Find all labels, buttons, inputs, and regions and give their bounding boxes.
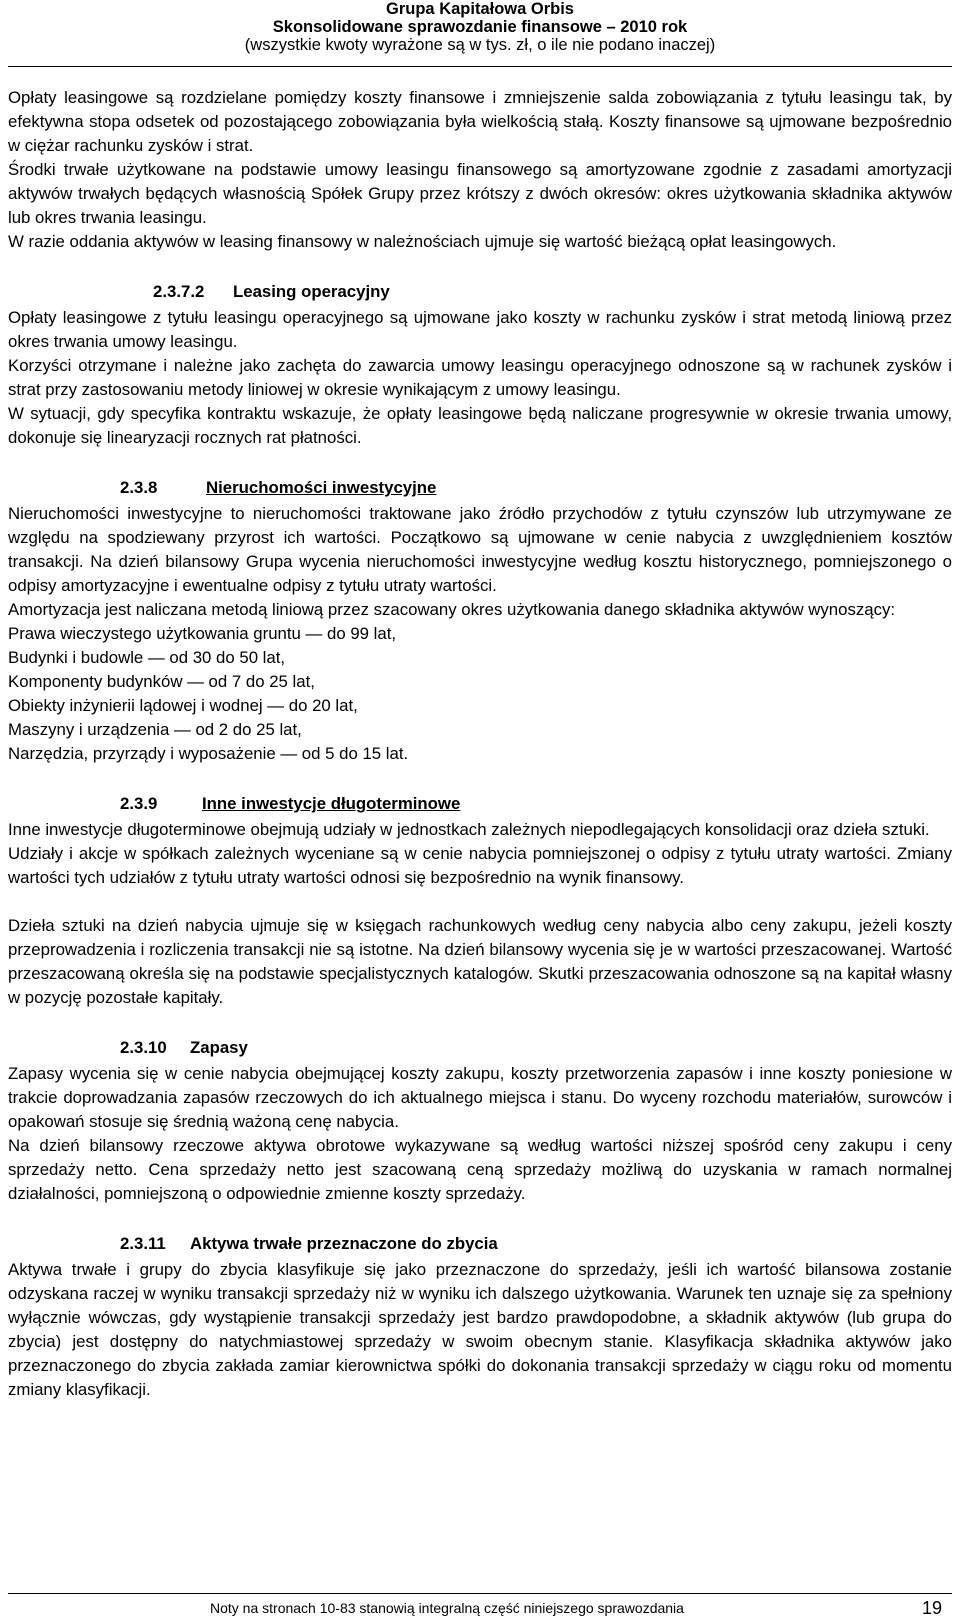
page-header xyxy=(0,0,960,54)
paragraph: Aktywa trwałe i grupy do zbycia klasyfikuje się jako przeznaczone do sprzedaży, jeśli ich wartość bilansowa zostanie odzyskana raczej w wyniku transakcji sprzedaży niż w wyniku ich dalszego użytkowania. Warunek ten uznaje się za spełniony wyłącznie wówczas, gdy wystąpienie transakcji sprzedaży jest bardzo prawdopodobne, a składnik aktywów (lub grupa do zbycia) jest dostępny do natychmiastowej sprzedaży w swoim obecnym stanie. Klasyfikacja składnika aktywów jako przeznaczonego do zbycia zakłada zamiar kierownictwa spółki do dokonania transakcji sprzedaży w ciągu roku od momentu zmiany klasyfikacji. xyxy=(8,1260,952,1399)
paragraph: Zapasy wycenia się w cenie nabycia obejmującej koszty zakupu, koszty przetworzenia zapasów i inne koszty poniesione w trakcie doprowadzania zapasów rzeczowych do ich aktualnego miejsca i stanu. Do wyceny rozchodu materiałów, surowców i opakowań stosuje się średnią ważoną cenę nabycia. xyxy=(8,1064,952,1131)
spacer xyxy=(8,1206,952,1230)
section-heading-2-3-11 xyxy=(8,1230,952,1258)
document-body xyxy=(8,86,952,1402)
paragraph: W razie oddania aktywów w leasing finansowy w należnościach ujmuje się wartość bieżącą opłat leasingowych. xyxy=(8,232,837,251)
section-heading-2-3-8 xyxy=(8,474,952,502)
paragraph: Opłaty leasingowe z tytułu leasingu operacyjnego są ujmowane jako koszty w rachunku zysków i strat metodą liniową przez okres trwania umowy leasingu. xyxy=(8,308,952,351)
report-title: Skonsolidowane sprawozdanie finansowe – 2010 rok xyxy=(272,18,688,36)
footer-note: Noty na stronach 10-83 stanowią integralną część niniejszego sprawozdania xyxy=(210,1600,684,1616)
currency-note: (wszystkie kwoty wyrażone są w tys. zł, o ile nie podano inaczej) xyxy=(244,36,716,54)
section-number: 2.3.8 xyxy=(120,478,158,497)
list-item: Komponenty budynków — od 7 do 25 lat, xyxy=(8,672,315,691)
section-number: 2.3.9 xyxy=(120,794,158,813)
section-title: Inne inwestycje długoterminowe xyxy=(202,794,461,813)
spacer xyxy=(8,890,952,914)
spacer xyxy=(8,766,952,790)
section-number: 2.3.10 xyxy=(120,1038,167,1057)
list-item: Obiekty inżynierii lądowej i wodnej — do 20 lat, xyxy=(8,696,358,715)
paragraph: Dzieła sztuki na dzień nabycia ujmuje się w księgach rachunkowych według ceny nabycia albo ceny zakupu, jeżeli koszty przeprowadzenia i rozliczenia transakcji nie są istotne. Na dzień bilansowy wycenia się je w wartości przeszacowanej. Wartość przeszacowaną określa się na podstawie specjalistycznych katalogów. Skutki przeszacowania odnoszone są na kapitał własny w pozycję pozostałe kapitały. xyxy=(8,916,952,1007)
paragraph: Korzyści otrzymane i należne jako zachęta do zawarcia umowy leasingu operacyjnego odnoszone są w rachunek zysków i strat przy zastosowaniu metody liniowej w okresie wynikającym z umowy leasingu. xyxy=(8,356,952,399)
header-divider xyxy=(8,66,952,67)
section-title: Leasing operacyjny xyxy=(233,282,390,301)
list-item: Maszyny i urządzenia — od 2 do 25 lat, xyxy=(8,720,302,739)
paragraph: Inne inwestycje długoterminowe obejmują udziały w jednostkach zależnych niepodlegających konsolidacji oraz dzieła sztuki. xyxy=(8,820,930,839)
paragraph: Środki trwałe użytkowane na podstawie umowy leasingu finansowego są amortyzowane zgodnie z zasadami amortyzacji aktywów trwałych będących własnością Spółek Grupy przez krótszy z dwóch okresów: okres użytkowania składnika aktywów lub okres trwania leasingu. xyxy=(8,160,952,227)
paragraph: Nieruchomości inwestycyjne to nieruchomości traktowane jako źródło przychodów z tytułu czynszów lub utrzymywane ze względu na spodziewany przyrost ich wartości. Początkowo są ujmowane w cenie nabycia z uwzględnieniem kosztów transakcji. Na dzień bilansowy Grupa wycenia nieruchomości inwestycyjne według kosztu historycznego, pomniejszonego o odpisy amortyzacyjne i ewentualne odpisy z tytułu utraty wartości. xyxy=(8,504,952,595)
paragraph: Na dzień bilansowy rzeczowe aktywa obrotowe wykazywane są według wartości niższej spośród ceny zakupu i ceny sprzedaży netto. Cena sprzedaży netto jest szacowaną ceną sprzedaży możliwą do uzyskania w ramach normalnej działalności, pomniejszoną o odpowiednie zmienne koszty sprzedaży. xyxy=(8,1136,952,1203)
section-number: 2.3.7.2 xyxy=(153,282,205,301)
spacer xyxy=(8,254,952,278)
section-heading-2-3-9 xyxy=(8,790,952,818)
paragraph: Amortyzacja jest naliczana metodą liniową przez szacowany okres użytkowania danego składnika aktywów wynoszący: xyxy=(8,600,896,619)
section-heading-2-3-10 xyxy=(8,1034,952,1062)
footer-divider xyxy=(8,1593,952,1594)
section-title: Zapasy xyxy=(190,1038,248,1057)
paragraph: Udziały i akcje w spółkach zależnych wyceniane są w cenie nabycia pomniejszonej o odpisy z tytułu utraty wartości. Zmiany wartości tych udziałów z tytułu utraty wartości odnosi się bezpośrednio na wynik finansowy. xyxy=(8,844,952,887)
section-title: Aktywa trwałe przeznaczone do zbycia xyxy=(190,1234,498,1253)
spacer xyxy=(8,1010,952,1034)
paragraph: Opłaty leasingowe są rozdzielane pomiędzy koszty finansowe i zmniejszenie salda zobowiązania z tytułu leasingu tak, by efektywna stopa odsetek od pozostającego zobowiązania była wielkością stałą. Koszty finansowe są ujmowane bezpośrednio w ciężar rachunku zysków i strat. xyxy=(8,88,952,155)
spacer xyxy=(8,450,952,474)
paragraph: W sytuacji, gdy specyfika kontraktu wskazuje, że opłaty leasingowe będą naliczane progresywnie w okresie trwania umowy, dokonuje się linearyzacji rocznych rat płatności. xyxy=(8,404,952,447)
list-item: Budynki i budowle — od 30 do 50 lat, xyxy=(8,648,286,667)
section-heading-2-3-7-2 xyxy=(8,278,952,306)
section-number: 2.3.11 xyxy=(120,1234,166,1253)
list-item: Prawa wieczystego użytkowania gruntu — do 99 lat, xyxy=(8,624,397,643)
section-title: Nieruchomości inwestycyjne xyxy=(206,478,437,497)
list-item: Narzędzia, przyrządy i wyposażenie — od 5 do 15 lat. xyxy=(8,744,409,763)
page-number: 19 xyxy=(921,1598,942,1618)
company-name: Grupa Kapitałowa Orbis xyxy=(386,0,574,18)
